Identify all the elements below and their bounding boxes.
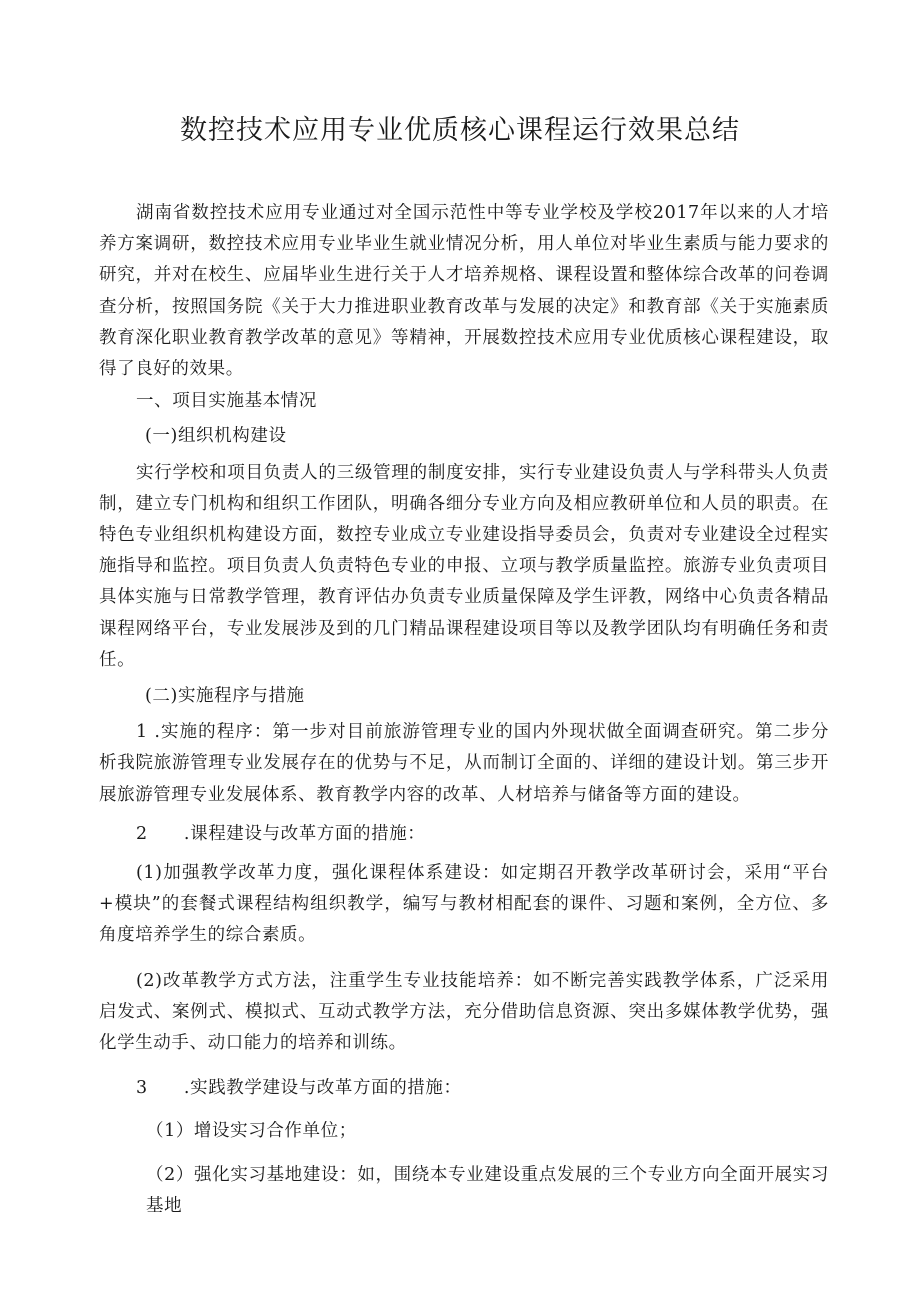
organization-paragraph: 实行学校和项目负责人的三级管理的制度安排，实行专业建设负责人与学科带头人负责制，建立专门机构和组织工作团队，明确各细分专业方向及相应教研单位和人员的职责。在特色专业组织机构建设方面，数控专业成立专业建设指导委员会，负责对专业建设全过程实施指导和监控。项目负责人负责特色专业的申报、立项与教学质量监控。旅游专业负责项目具体实施与日常教学管理，教育评估办负责专业质量保障及学生评教，网络中心负责各精品课程网络平台，专业发展涉及到的几门精品课程建设项目等以及教学团队均有明确任务和责任。: [99, 462, 829, 670]
practice-measures-heading: 3 .实践教学建设与改革方面的措施：: [136, 1078, 462, 1099]
practice-item-2: （2）强化实习基地建设：如，围绕本专业建设重点发展的三个专业方向全面开展实习基地: [146, 1164, 829, 1216]
measure-2-paragraph: (2)改革教学方式方法，注重学生专业技能培养：如不断完善实践教学体系，广泛采用启发式、案例式、模拟式、互动式教学方法，充分借助信息资源、突出多媒体教学优势，强化学生动手、动口能力的培养和训练。: [99, 970, 829, 1054]
document-title: 数控技术应用专业优质核心课程运行效果总结: [180, 115, 740, 146]
section-heading-1: 一、项目实施基本情况: [136, 391, 317, 412]
practice-item-1: （1）增设实习合作单位；: [146, 1121, 357, 1142]
course-measures-heading: 2 .课程建设与改革方面的措施：: [136, 823, 426, 844]
subsection-heading-1: (一)组织机构建设: [145, 426, 287, 447]
measure-1-paragraph: (1)加强教学改革力度，强化课程体系建设：如定期召开教学改革研讨会，采用“平台+模块”的套餐式课程结构组织教学，编写与教材相配套的课件、习题和案例，全方位、多角度培养学生的综合素质。: [99, 863, 829, 946]
document-body: [99, 198, 829, 1222]
procedure-paragraph: 1 .实施的程序：第一步对目前旅游管理专业的国内外现状做全面调查研究。第二步分析我院旅游管理专业发展存在的优势与不足，从而制订全面的、详细的建设计划。第三步开展旅游管理专业发展体系、教育教学内容的改革、人材培养与储备等方面的建设。: [99, 722, 829, 805]
subsection-heading-2: (二)实施程序与措施: [145, 686, 305, 707]
intro-paragraph: 湖南省数控技术应用专业通过对全国示范性中等专业学校及学校2017年以来的人才培养方案调研，数控技术应用专业毕业生就业情况分析，用人单位对毕业生素质与能力要求的研究，并对在校生、应届毕业生进行关于人才培养规格、课程设置和整体综合改革的问卷调查分析，按照国务院《关于大力推进职业教育改革与发展的决定》和教育部《关于实施素质教育深化职业教育教学改革的意见》等精神，开展数控技术应用专业优质核心课程建设，取得了良好的效果。: [99, 203, 829, 380]
